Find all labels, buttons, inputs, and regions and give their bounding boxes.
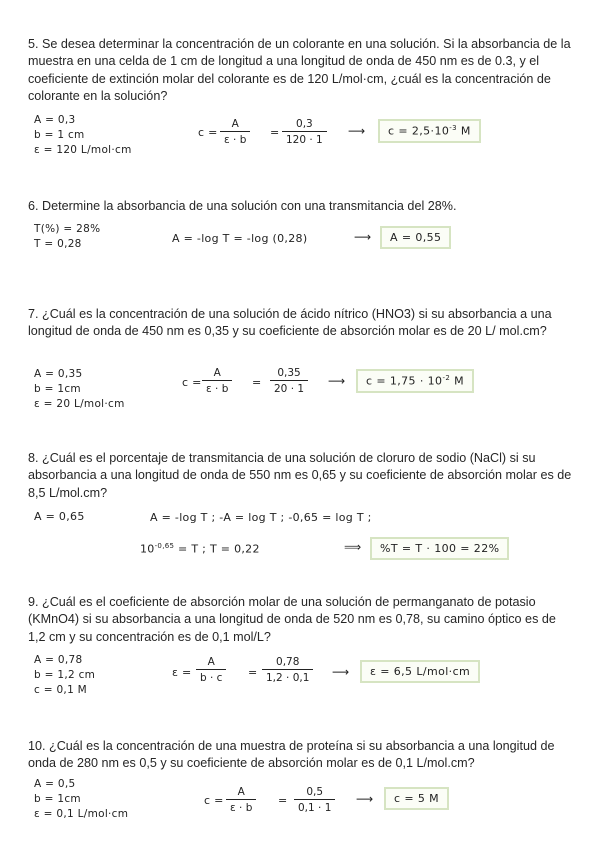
q6-given-tpercent: T(%) = 28% — [34, 223, 101, 235]
q5-equals: = — [270, 126, 280, 139]
q10-values-fraction: $\frac{0,5}{0,1 \cdot 1}$ — [294, 786, 335, 814]
q10-given — [34, 777, 128, 822]
question-9-text: 9. ¿Cuál es el coeficiente de absorción molar de una solución de permanganato de potasio (KMnO4) si su absorbancia a una longitud de onda de 520 nm es 0,78, su camino óptico es de 1,2 cm y su concentración es de 0,1 mol/L? — [28, 595, 556, 644]
q5-given-b: b = 1 cm — [34, 129, 85, 141]
q7-given — [34, 367, 125, 412]
q10-given-a: A = 0,5 — [34, 778, 76, 790]
q10-formula-fraction: $\frac{A}{\varepsilon \cdot b}$ — [226, 786, 256, 814]
q10-result-box: c = 5 M — [384, 787, 449, 810]
question-8-text: 8. ¿Cuál es el porcentaje de transmitancia de una solución de cloruro de sodio (NaCl) si su absorbancia a una longitud de onda de 550 nm es 0,65 y su coeficiente de absorción molar es de 8,5 L/mol.cm? — [28, 451, 572, 500]
q7-arrow-icon: ⟶ — [328, 374, 346, 388]
q9-lhs: ε = — [172, 666, 192, 679]
q9-values-fraction: $\frac{0,78}{1,2 \cdot 0,1}$ — [262, 656, 313, 684]
q7-given-b: b = 1cm — [34, 383, 81, 395]
q7-result-box: $c = 1,75 \cdot 10^{-2}$ M — [356, 369, 474, 393]
q9-result-box: ε = 6,5 L/mol·cm — [360, 660, 480, 683]
q5-lhs: c = — [198, 126, 218, 139]
q10-arrow-icon: ⟶ — [356, 792, 374, 806]
q7-given-e: ε = 20 L/mol·cm — [34, 398, 125, 410]
q6-calculation: A = -log T = -log (0,28) — [172, 232, 308, 245]
q8-given-a: A = 0,65 — [34, 510, 85, 523]
q5-arrow-icon: ⟶ — [348, 124, 366, 138]
q6-arrow-icon: ⟶ — [354, 230, 372, 244]
q6-given — [34, 222, 100, 252]
q10-given-b: b = 1cm — [34, 793, 81, 805]
question-10-text: 10. ¿Cuál es la concentración de una muestra de proteína si su absorbancia a una longitud de onda de 280 nm es 0,5 y su coeficiente de absorción molar es de 0,1 L/mol.cm? — [28, 739, 555, 771]
q7-given-a: A = 0,35 — [34, 368, 83, 380]
q7-lhs: c = — [182, 376, 202, 389]
q8-derivation-line-1: A = -log T ; -A = log T ; -0,65 = log T ; — [150, 511, 372, 524]
q8-derivation-line-2: $10^{-0,65} = T$ ; T = 0,22 — [140, 542, 260, 556]
q9-arrow-icon: ⟶ — [332, 665, 350, 679]
q8-implies-icon: ⟹ — [344, 540, 362, 554]
q6-given-t: T = 0,28 — [34, 238, 82, 250]
q6-result-box: A = 0,55 — [380, 226, 451, 249]
q10-equals: = — [278, 794, 288, 807]
q9-given-b: b = 1,2 cm — [34, 669, 96, 681]
q5-given-a: A = 0,3 — [34, 114, 76, 126]
q9-given-a: A = 0,78 — [34, 654, 83, 666]
question-6-text: 6. Determine la absorbancia de una solución con una transmitancia del 28%. — [28, 199, 457, 213]
q9-equals: = — [248, 666, 258, 679]
q7-values-fraction: $\frac{0,35}{20 \cdot 1}$ — [270, 367, 308, 395]
q7-formula-fraction: $\frac{A}{\varepsilon \cdot b}$ — [202, 367, 232, 395]
q10-lhs: c = — [204, 794, 224, 807]
question-7-text: 7. ¿Cuál es la concentración de una solución de ácido nítrico (HNO3) si su absorbancia a una longitud de onda de 450 nm es 0,35 y su coeficiente de absorción molar es de 20 L/ mol.cm? — [28, 307, 552, 339]
q5-given-e: ε = 120 L/mol·cm — [34, 144, 132, 156]
q5-formula-fraction: $\frac{A}{\varepsilon \cdot b}$ — [220, 118, 250, 146]
q9-given — [34, 653, 95, 698]
q5-result-box: $c = 2,5\cdot 10^{-3}$ M — [378, 119, 481, 143]
q5-values-fraction: $\frac{0,3}{120 \cdot 1}$ — [282, 118, 327, 146]
q9-formula-fraction: $\frac{A}{b \cdot c}$ — [196, 656, 226, 684]
q8-result-box: %T = T · 100 = 22% — [370, 537, 509, 560]
q10-given-e: ε = 0,1 L/mol·cm — [34, 808, 129, 820]
q7-equals: = — [252, 376, 262, 389]
question-5-text: 5. Se desea determinar la concentración de un colorante en una solución. Si la absorbancia de la muestra en una celda de 1 cm de longitud a una longitud de onda de 450 nm es de 0.3, y el coeficiente de extinción molar del colorante es de 120 L/mol·cm, ¿cuál es la concentración de colorante en la solución? — [28, 37, 571, 104]
q9-given-c: c = 0,1 M — [34, 684, 88, 696]
q5-given — [34, 113, 132, 158]
